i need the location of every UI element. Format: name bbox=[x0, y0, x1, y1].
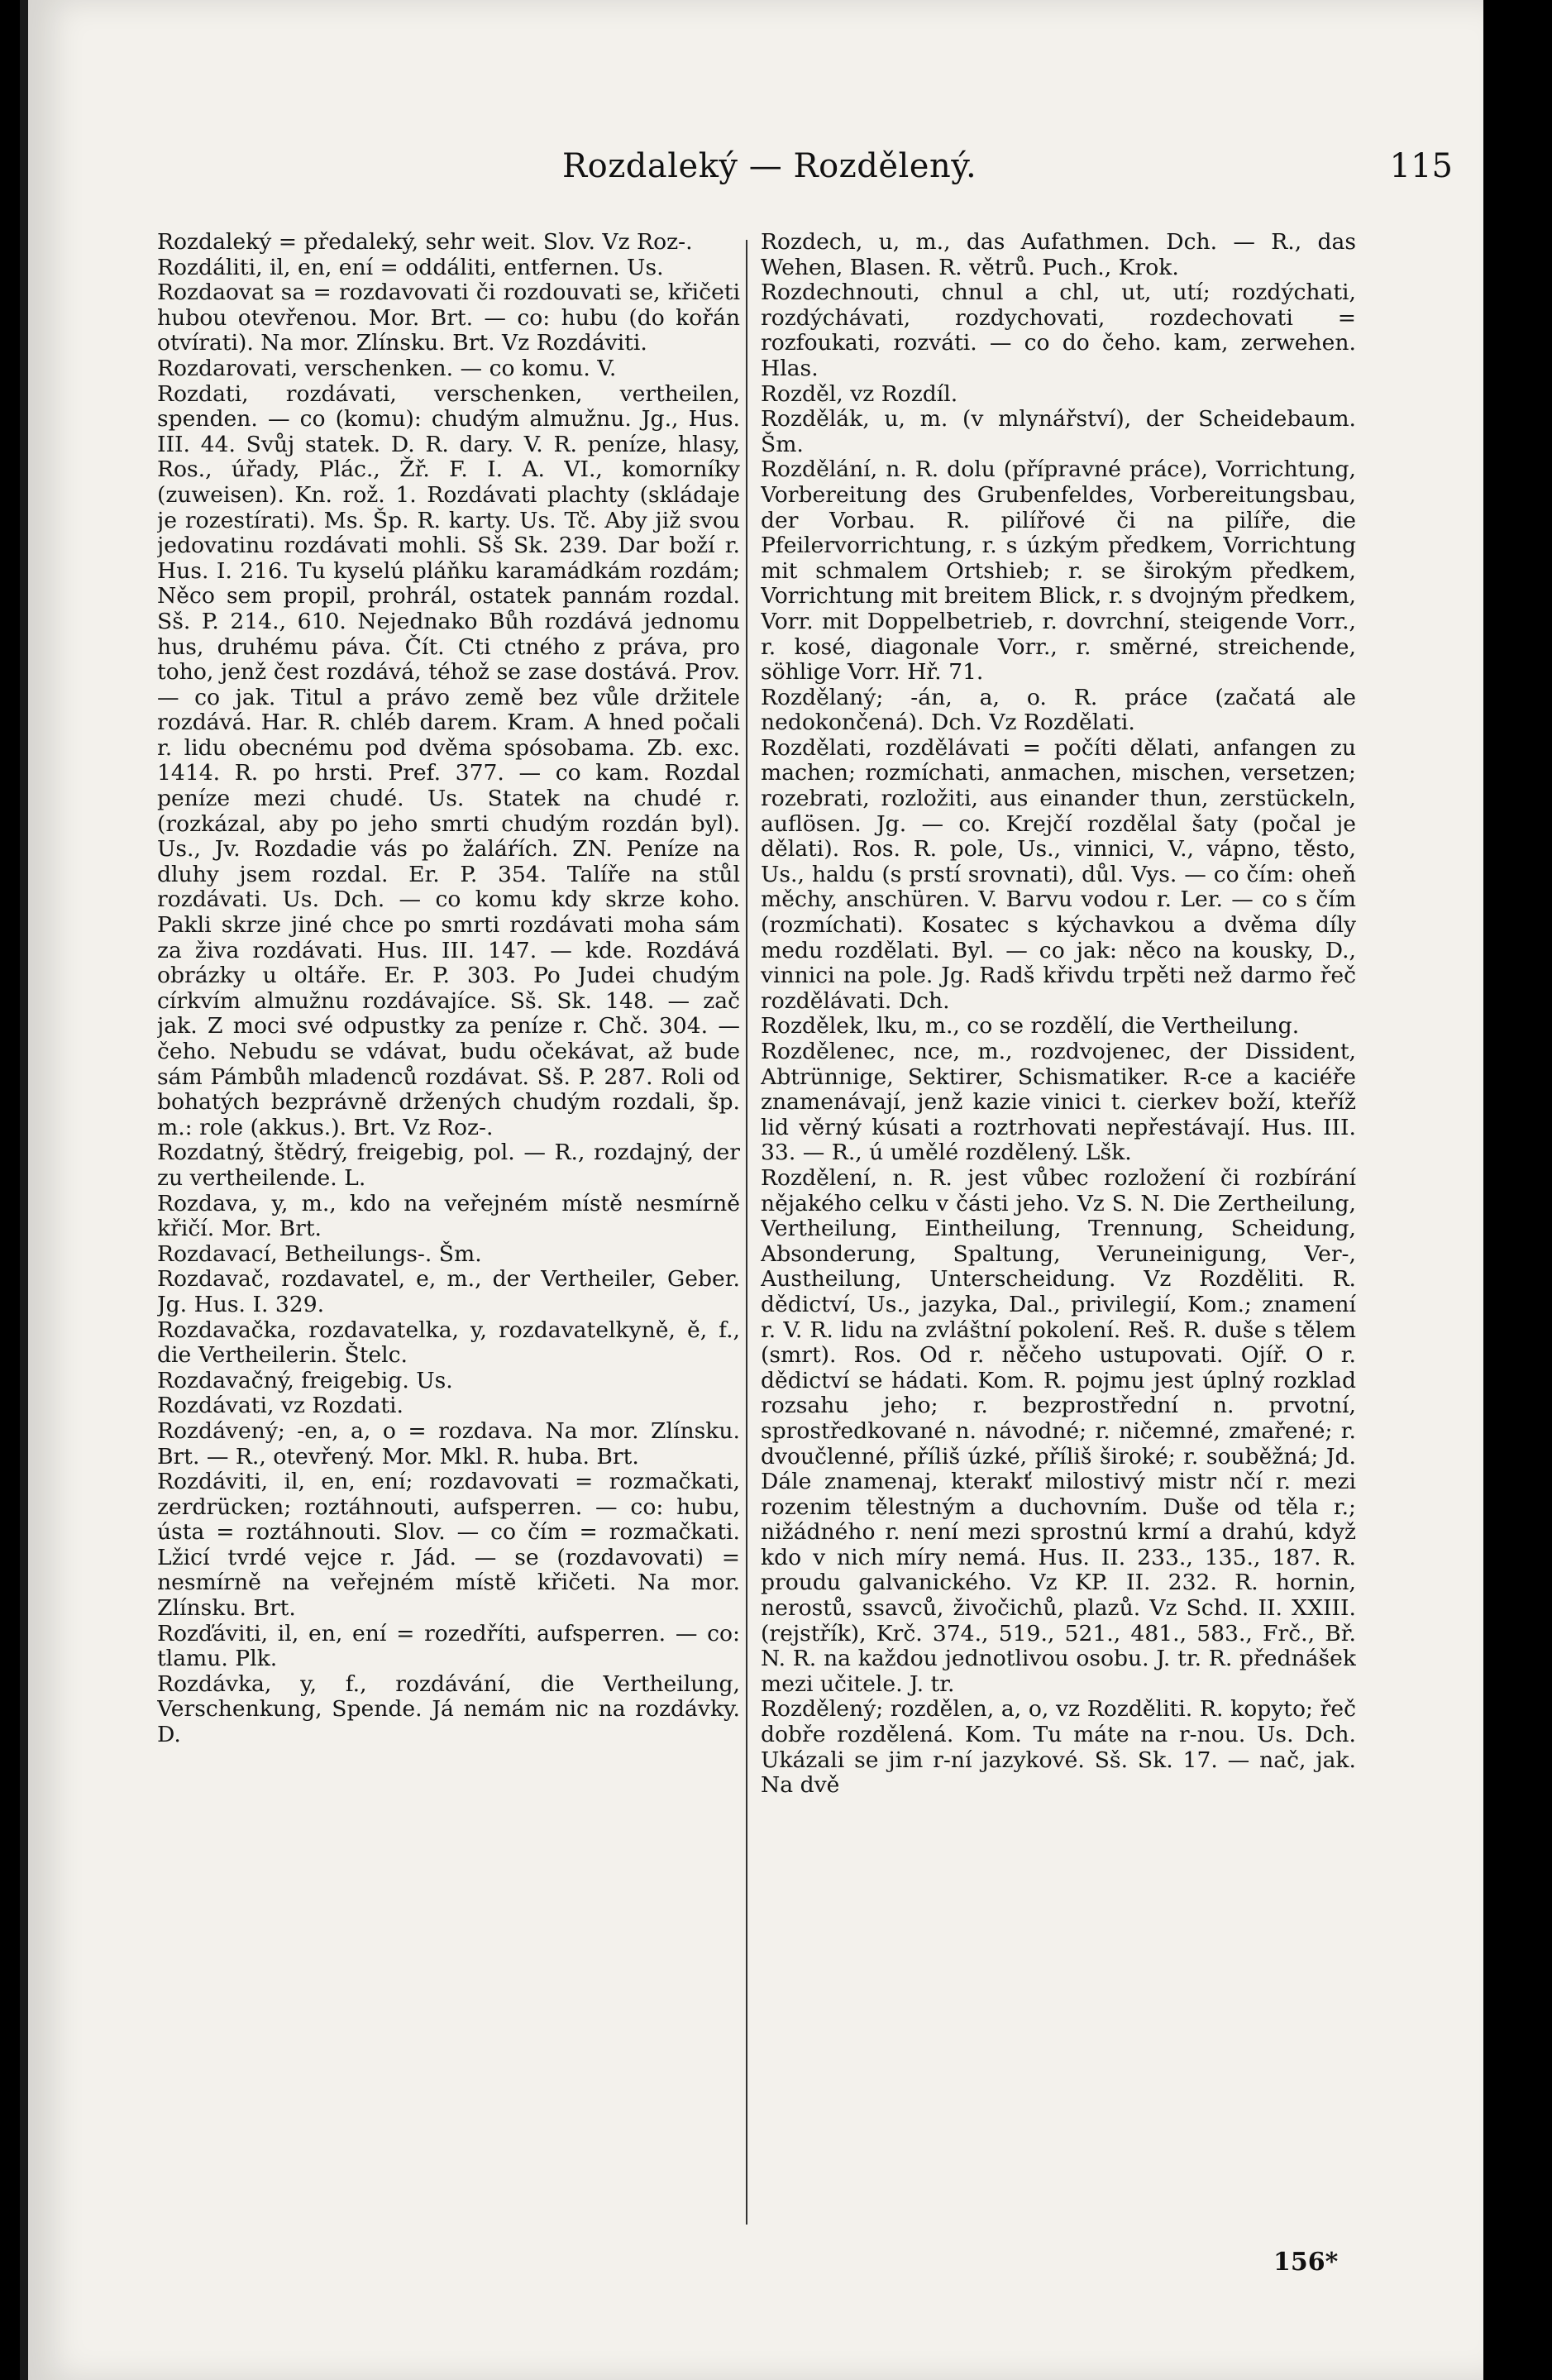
page-title: Rozdaleký — Rozdělený. bbox=[562, 147, 977, 185]
entry-rozdelenec: Rozdělenec, nce, m., rozdvojenec, der Dissident, Abtrünnige, Sektirer, Schismatiker. R-ce a kaciéře znamenávají, jenž kazie vinici t. cierkev boží, kteříž lid věrný kúsati a roztrhovati nepřestávají. Hus. III. 33. — R., ú umělé rozdělený. Lšk. bbox=[761, 1039, 1356, 1166]
entry-rozdavati: Rozdávati, vz Rozdati. bbox=[157, 1393, 404, 1419]
entry-rozdatny: Rozdatný, štědrý, freigebig, pol. — R., rozdajný, der zu vertheilende. L. bbox=[157, 1140, 740, 1191]
entry-rozdava: Rozdava, y, m., kdo na veřejném místě nesmírně křičí. Mor. Brt. bbox=[157, 1190, 740, 1242]
column-divider bbox=[746, 240, 747, 2225]
page-number: 115 bbox=[1389, 147, 1453, 185]
printer-signature: 156* bbox=[1273, 2248, 1339, 2277]
entry-rozdaveny: Rozdávený; -en, a, o = rozdava. Na mor. Zlínsku. Brt. — R., otevřený. Mor. Mkl. R. huba. Brt. bbox=[157, 1417, 740, 1470]
entry-rozdaovat: Rozdaovat sa = rozdavovati či rozdouvati se, křičeti hubou otevřenou. Mor. Brt. — co: hubu (do kořán otvírati). Na mor. Zlínsku. Brt. Vz Rozdáviti. bbox=[157, 280, 740, 356]
entry-rozdaleky: Rozdaleký = předaleký, sehr weit. Slov. Vz Roz-. bbox=[157, 230, 693, 255]
right-column bbox=[761, 230, 1356, 2231]
entry-rozdel: Rozděl, vz Rozdíl. bbox=[761, 380, 958, 407]
running-header bbox=[529, 147, 1453, 197]
left-column bbox=[157, 230, 740, 2231]
entry-rozdechnouti: Rozdechnouti, chnul a chl, ut, utí; rozdýchati, rozdýchávati, rozdychovati, rozdechovati = rozfoukati, rozváti. — co do čeho. kam, zerwehen. Hlas. bbox=[761, 280, 1356, 381]
entry-rozdelek: Rozdělek, lku, m., co se rozdělí, die Vertheilung. bbox=[761, 1013, 1300, 1039]
entry-rozdeleny: Rozdělený; rozdělen, a, o, vz Rozděliti. R. kopyto; řeč dobře rozdělená. Kom. Tu máte na r-nou. Us. Dch. Ukázali se jim r-ní jazykové. Sš. Sk. 17. — nač, jak. Na dvě bbox=[761, 1696, 1356, 1799]
entry-rozdarovati: Rozdarovati, verschenken. — co komu. V. bbox=[157, 355, 617, 381]
entry-rozdelani: Rozdělání, n. R. dolu (přípravné práce), Vorrichtung, Vorbereitung des Grubenfeldes, Vorbereitungsbau, der Vorbau. R. pilířové či na pilíře, die Pfeilervorrichtung, r. s úzkým předkem, Vorrichtung mit schmalem Ortshieb; r. se širokým předkem, Vorrichtung mit breitem Blick, r. s dvojným předkem, Vorr. mit Doppelbetrieb, r. dovrchní, steigende Vorr., r. kosé, diagonale Vorr., r. směrné, streichende, söhlige Vorr. Hř. 71. bbox=[761, 456, 1356, 686]
entry-rozdaviti: Rozdáviti, il, en, ení; rozdavovati = rozmačkati, zerdrücken; roztáhnouti, aufsperren. — co: hubu, ústa = roztáhnouti. Slov. — co čím = rozmačkati. Lžicí tvrdé vejce r. Jád. — se (rozdavovati) = nesmírně na veřejném místě křičeti. Na mor. Zlínsku. Brt. bbox=[157, 1469, 740, 1622]
entry-rozdelak: Rozdělák, u, m. (v mlynářství), der Scheidebaum. Šm. bbox=[761, 406, 1356, 457]
entry-rozdavac: Rozdavač, rozdavatel, e, m., der Vertheiler, Geber. Jg. Hus. I. 329. bbox=[157, 1266, 740, 1317]
entry-rozdaviti-2: Rozďáviti, il, en, ení = rozedříti, aufsperren. — co: tlamu. Plk. bbox=[157, 1620, 740, 1672]
entry-rozdavacny: Rozdavačný, freigebig. Us. bbox=[157, 1367, 453, 1393]
entry-rozdech: Rozdech, u, m., das Aufathmen. Dch. — R., das Wehen, Blasen. R. větrů. Puch., Krok. bbox=[761, 230, 1356, 280]
entry-rozdavka: Rozdávka, y, f., rozdávání, die Vertheilung, Verschenkung, Spende. Já nemám nic na rozdávky. D. bbox=[157, 1670, 740, 1748]
entry-rozdeleni: Rozdělení, n. R. jest vůbec rozložení či rozbírání nějakého celku v části jeho. Vz S. N. Die Zertheilung, Vertheilung, Eintheilung, Trennung, Scheidung, Absonderung, Spaltung, Veruneinigung, Ver-, Austheilung, Unterscheidung. Vz Rozděliti. R. dědictví, Us., jazyka, Dal., privilegií, Kom.; znamení r. V. R. lidu na zvláštní pokolení. Reš. R. duše s tělem (smrt). Ros. Od r. něčeho ustupovati. Ojíř. O r. dědictví se hádati. Kom. R. pojmu jest úplný rozklad rozsahu jeho; r. bezprostřední n. prvotní, sprostředkované n. návodné; r. ničemné, zmařené; r. dvoučlenné, příliš úzké, příliš široké; r. souběžná; Jd. Dále znamenaj, kterakť milostivý mistr nčí r. mezi rozenim tělestným a duchovním. Duše od těla r.; nižádného r. není mezi sprostnú krmí a drahú, když kdo v nich míry nemá. Hus. II. 233., 135., 187. R. proudu galvanického. Vz KP. II. 232. R. hornin, nerostů, ssavců, živočichů, plazů. Vz Schd. II. XXIII. (rejstřík), Krč. 374., 519., 521., 481., 583., Frč., Bř. N. R. na každou jednotlivou osobu. J. tr. R. přednášek mezi učitele. J. tr. bbox=[761, 1164, 1356, 1697]
entry-rozdavacka: Rozdavačka, rozdavatelka, y, rozdavatelkyně, ě, f., die Vertheilerin. Štelc. bbox=[157, 1317, 740, 1369]
entry-rozdati: Rozdati, rozdávati, verschenken, vertheilen, spenden. — co (komu): chudým almužnu. Jg., Hus. III. 44. Svůj statek. D. R. dary. V. R. peníze, hlasy, Ros., úřady, Plác., Žř. F. I. A. VI., komorníky (zuweisen). Kn. rož. 1. Rozdávati plachty (skládaje je rozestírati). Ms. Šp. R. karty. Us. Tč. Aby již svou jedovatinu rozdávati mohli. Sš Sk. 239. Dar boží r. Hus. I. 216. Tu kyselú pláňku karamádkám rozdám; Něco sem propil, prohrál, ostatek pannám rozdal. Sš. P. 214., 610. Nejednako Bůh rozdává jednomu hus, druhému páva. Čít. Cti ctného z práva, pro toho, jenž čest rozdává, téhož se zase dostává. Prov. — co jak. Titul a právo země bez vůle držitele rozdává. Har. R. chléb darem. Kram. A hned počali r. lidu obecnému pod dvěma spósobama. Zb. exc. 1414. R. po hrsti. Pref. 377. — co kam. Rozdal peníze mezi chudé. Us. Statek na chudé r. (rozkázal, aby po jeho smrti chudým rozdán byl). Us., Jv. Rozdadie vás po žaláŕích. ZN. Peníze na dluhy jsem rozdal. Er. P. 354. Talíře na stůl rozdávati. Us. Dch. — co komu kdy skrze koho. Pakli skrze jiné chce po smrti rozdávati moha sám za živa rozdávati. Hus. III. 147. — kde. Rozdává obrázky u oltáře. Er. P. 303. Po Judei chudým církvím almužnu rozdávajíce. Sš. Sk. 148. — zač jak. Z moci své odpustky za peníze r. Chč. 304. — čeho. Nebudu se vdávat, budu očekávat, až bude sám Pámbůh mladenců rozdávat. Sš. P. 287. Roli od bohatých bezprávně držených chudým rozdali, šp. m.: role (akkus.). Brt. Vz Roz-. bbox=[157, 380, 740, 1140]
entry-rozdavaci: Rozdavací, Betheilungs-. Šm. bbox=[157, 1240, 482, 1267]
entry-rozdelati: Rozdělati, rozdělávati = počíti dělati, anfangen zu machen; rozmíchati, anmachen, mischen, versetzen; rozebrati, rozložiti, aus einander thun, zerstückeln, auflösen. Jg. — co. Krejčí rozdělal šaty (počal je dělati). Ros. R. pole, Us., vinnici, V., vápno, těsto, Us., haldu (s prstí srovnati), důl. Vys. — co čím: oheň měchy, anschüren. V. Barvu vodou r. Ler. — co s čím (rozmíchati). Kosatec s kýchavkou a dvěma díly medu rozdělati. Byl. — co jak: něco na kousky, D., vinnici na pole. Jg. Radš křivdu trpěti než darmo řeč rozdělávati. Dch. bbox=[761, 734, 1356, 1014]
entry-rozdelany: Rozdělaný; -án, a, o. R. práce (začatá ale nedokončená). Dch. Vz Rozdělati. bbox=[761, 684, 1356, 736]
entry-rozdaliti: Rozdáliti, il, en, ení = oddáliti, entfernen. Us. bbox=[157, 254, 664, 280]
